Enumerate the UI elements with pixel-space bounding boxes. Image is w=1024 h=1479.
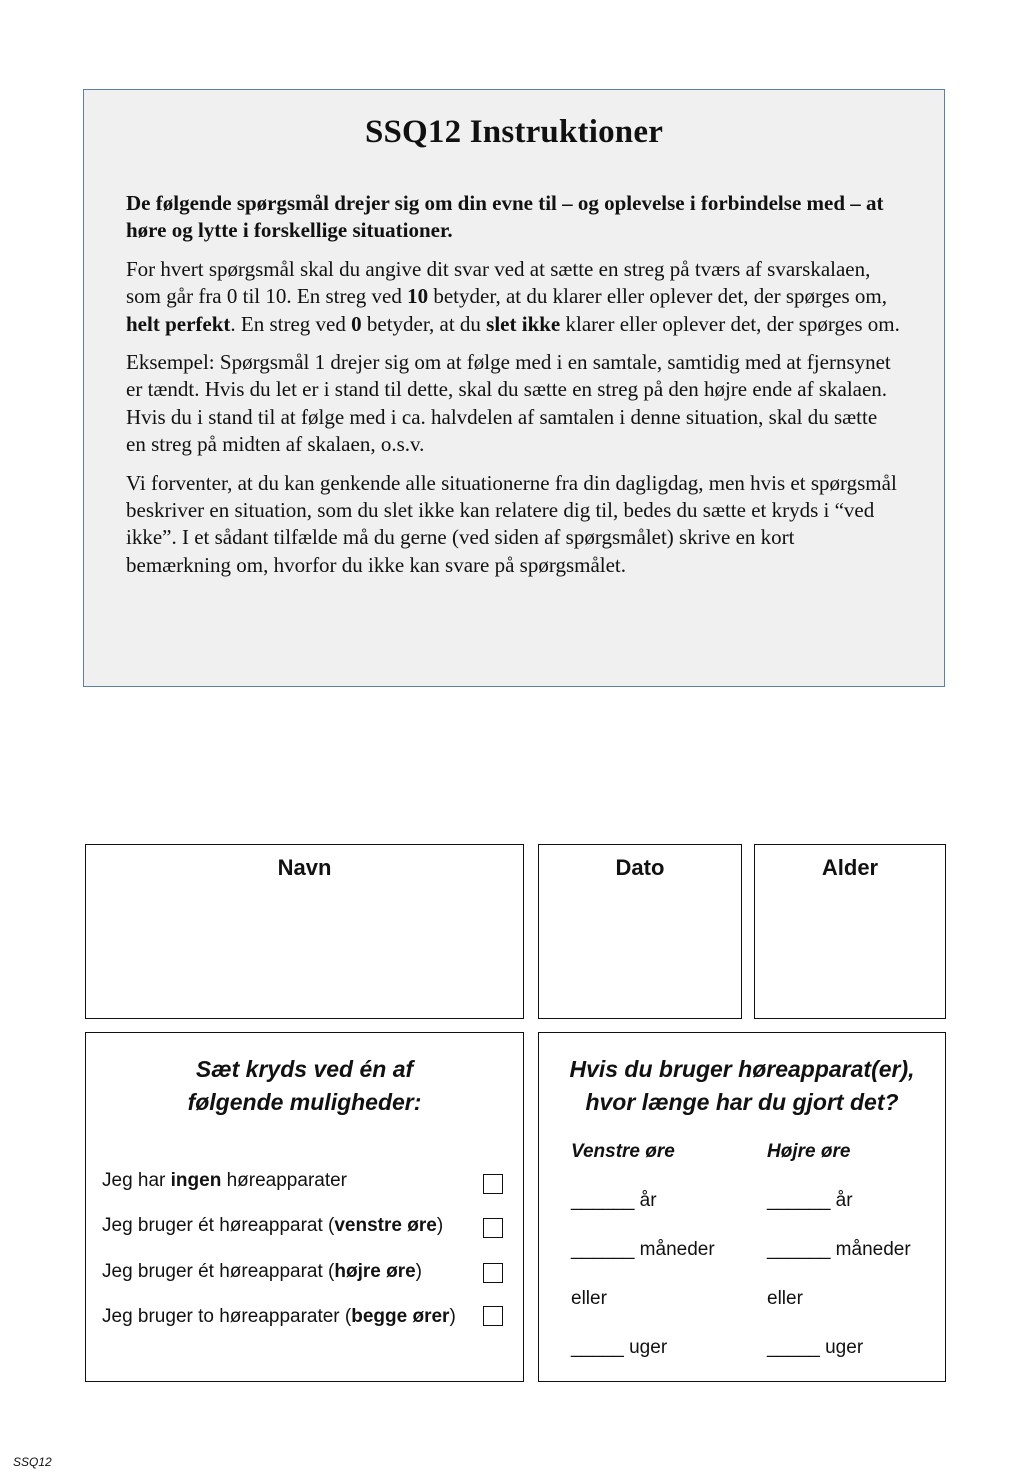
left-ear-heading: Venstre øre xyxy=(571,1141,675,1162)
bold-run: 0 xyxy=(351,311,362,336)
left-ear-or: eller xyxy=(571,1288,607,1309)
duration-title xyxy=(539,1053,945,1119)
instructions-panel xyxy=(83,89,945,687)
option-both-ears xyxy=(102,1306,456,1328)
option-text: ) xyxy=(449,1306,456,1327)
options-title-line: Sæt kryds ved én af xyxy=(195,1056,414,1082)
right-ear-column xyxy=(767,1141,911,1386)
right-ear-years[interactable]: ______ år xyxy=(767,1190,853,1211)
option-no-hearing-aids xyxy=(102,1170,347,1192)
text-run: betyder, at du xyxy=(361,311,487,336)
instructions-paragraph-scale xyxy=(126,256,900,338)
age-field[interactable] xyxy=(754,844,946,1019)
option-right-ear xyxy=(102,1261,422,1283)
footer-label: SSQ12 xyxy=(13,1455,52,1469)
option-bold: ingen xyxy=(170,1170,222,1191)
option-text: Jeg har xyxy=(102,1170,171,1191)
right-ear-or: eller xyxy=(767,1288,803,1309)
text-run: betyder, at du klarer eller oplever det, der spørges om, xyxy=(428,284,887,309)
date-field[interactable] xyxy=(538,844,742,1019)
checkbox-no-hearing-aids[interactable] xyxy=(483,1174,503,1194)
right-ear-weeks[interactable]: _____ uger xyxy=(767,1337,864,1358)
right-ear-months[interactable]: ______ måneder xyxy=(767,1239,911,1260)
name-field[interactable] xyxy=(85,844,524,1019)
options-title-line: følgende muligheder: xyxy=(187,1089,422,1115)
bold-run: slet ikke xyxy=(486,311,561,336)
left-ear-years[interactable]: ______ år xyxy=(571,1190,657,1211)
bold-run: 10 xyxy=(407,284,429,309)
option-text: ) xyxy=(436,1215,444,1236)
instructions-body xyxy=(126,190,900,590)
option-text: ) xyxy=(415,1261,422,1282)
checkbox-left-ear[interactable] xyxy=(483,1218,503,1238)
left-ear-column xyxy=(571,1141,715,1386)
options-title xyxy=(86,1053,523,1119)
instructions-lead: De følgende spørgsmål drejer sig om din evne til – og oplevelse i forbindelse med – at høre og lytte i forskellige situationer. xyxy=(126,191,884,243)
duration-title-line: Hvis du bruger høreapparat(er), xyxy=(569,1056,915,1082)
checkbox-right-ear[interactable] xyxy=(483,1263,503,1283)
text-run: klarer eller oplever det, der spørges om. xyxy=(560,311,900,336)
option-bold: venstre øre xyxy=(334,1215,437,1236)
age-label: Alder xyxy=(821,855,879,880)
left-ear-months[interactable]: ______ måneder xyxy=(571,1239,715,1260)
option-text: Jeg bruger ét høreapparat ( xyxy=(102,1261,335,1282)
instructions-title: SSQ12 Instruktioner xyxy=(364,114,664,150)
name-label: Navn xyxy=(277,855,332,880)
hearing-aid-duration-box xyxy=(538,1032,946,1382)
text-run: For hvert spørgsmål skal du angive dit svar ved at sætte en streg på tværs af svarskalaen, som går fra 0 til 10. En streg ved xyxy=(126,256,871,309)
date-label: Dato xyxy=(615,855,665,880)
option-text: Jeg bruger to høreapparater ( xyxy=(102,1306,352,1327)
hearing-aid-options-box xyxy=(85,1032,524,1382)
duration-title-line: hvor længe har du gjort det? xyxy=(585,1089,899,1115)
option-left-ear xyxy=(102,1215,443,1237)
checkbox-both-ears[interactable] xyxy=(483,1306,503,1326)
left-ear-weeks[interactable]: _____ uger xyxy=(571,1337,668,1358)
option-bold: højre øre xyxy=(334,1261,416,1282)
bold-run: helt perfekt xyxy=(126,311,231,336)
instructions-paragraph-example: Eksempel: Spørgsmål 1 drejer sig om at følge med i en samtale, samtidig med at fjernsynet er tændt. Hvis du let er i stand til dette, skal du sætte en streg på den højre ende af skalaen. Hvis du i stand til at følge med i ca. halvdelen af samtalen i denne situation, skal du sætte en streg på midten af skalaen, o.s.v. xyxy=(126,350,891,457)
text-run: . En streg ved xyxy=(230,311,352,336)
option-text: Jeg bruger ét høreapparat ( xyxy=(102,1215,335,1236)
instructions-paragraph-dont-know: Vi forventer, at du kan genkende alle situationerne fra din dagligdag, men hvis et spørgsmål beskriver en situation, som du slet ikke kan relatere dig til, bedes du sætte et kryds i “ved ikke”. I et sådant tilfælde må du gerne (ved siden af spørgsmålet) skrive en kort bemærkning om, hvorfor du ikke kan svare på spørgsmålet. xyxy=(126,470,897,577)
option-bold: begge ører xyxy=(351,1306,450,1327)
option-text: høreapparater xyxy=(221,1170,348,1191)
right-ear-heading: Højre øre xyxy=(767,1141,851,1162)
